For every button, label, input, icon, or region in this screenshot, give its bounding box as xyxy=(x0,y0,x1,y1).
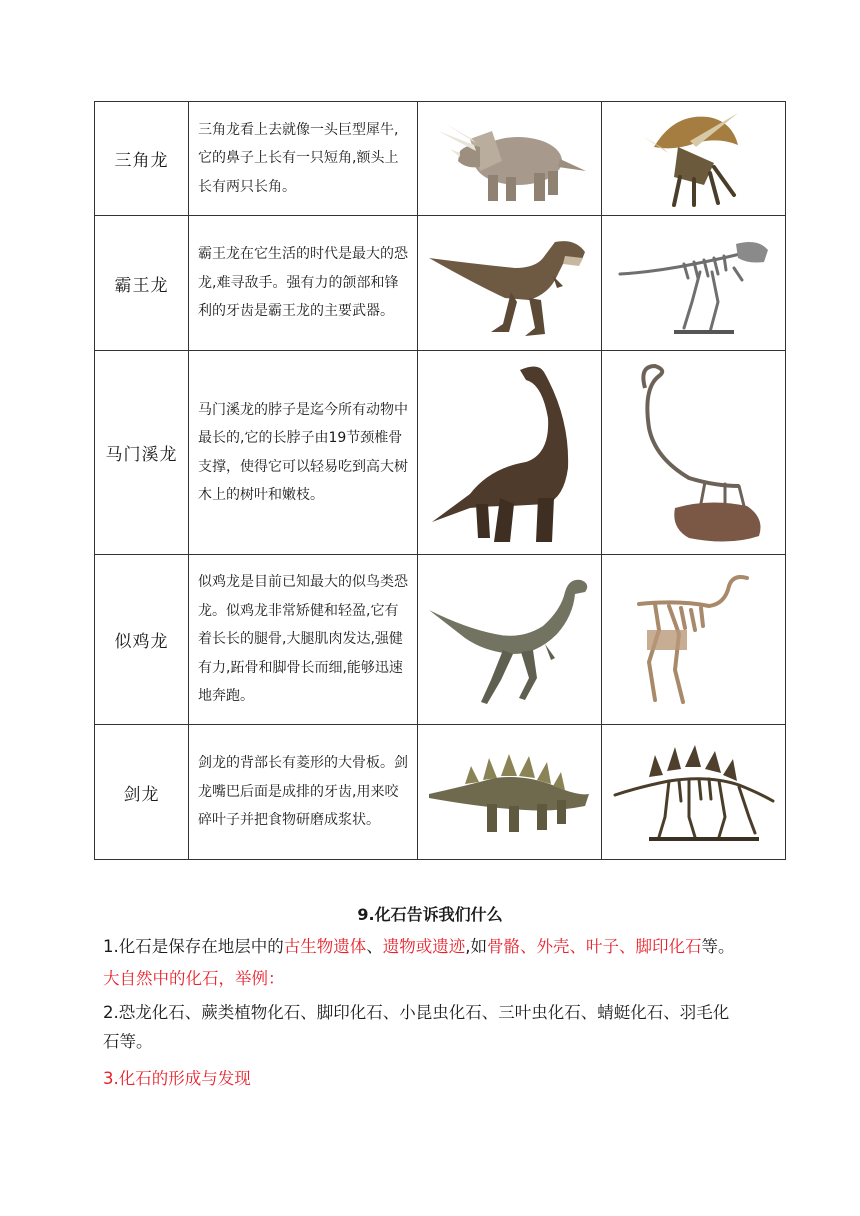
stegosaurus-image xyxy=(418,725,602,860)
fossil-examples-line: 2.恐龙化石、蕨类植物化石、脚印化石、小昆虫化石、三叶虫化石、蜻蜓化石、羽毛化 xyxy=(103,1003,730,1022)
table-row xyxy=(95,351,786,555)
dinosaur-name: 剑龙 xyxy=(95,725,189,860)
dinosaur-description: 马门溪龙的脖子是迄今所有动物中最长的,它的长脖子由19节颈椎骨支撑，使得它可以轻易吃到高大树木上的树叶和嫩枝。 xyxy=(189,351,418,555)
mamenchisaurus-image xyxy=(418,351,602,555)
trex-image xyxy=(418,216,602,351)
fossil-examples-line-cont: 石等。 xyxy=(103,1032,153,1051)
text-segment: ,如 xyxy=(465,937,487,956)
mamenchisaurus-skeleton-image xyxy=(602,351,786,555)
text-segment: 等。 xyxy=(701,937,735,956)
highlight-text: 骨骼、外壳、叶子、脚印化石 xyxy=(487,937,702,956)
dinosaur-description: 三角龙看上去就像一头巨型犀牛,它的鼻子上长有一只短角,额头上长有两只长角。 xyxy=(189,102,418,216)
dinosaur-description: 剑龙的背部长有菱形的大骨板。剑龙嘴巴后面是成排的牙齿,用来咬碎叶子并把食物研磨成浆状。 xyxy=(189,725,418,860)
highlight-text: 遗物或遗迹 xyxy=(382,937,466,956)
formation-heading: 3.化石的形成与发现 xyxy=(103,1069,251,1088)
dinosaur-name: 霸王龙 xyxy=(95,216,189,351)
dinosaur-name: 三角龙 xyxy=(95,102,189,216)
trex-skeleton-image xyxy=(602,216,786,351)
dinosaur-description: 霸王龙在它生活的时代是最大的恐龙,难寻敌手。强有力的颌部和锋利的牙齿是霸王龙的主要武器。 xyxy=(189,216,418,351)
dinosaur-name: 似鸡龙 xyxy=(95,555,189,725)
text-segment: 1.化石是保存在地层中的 xyxy=(103,937,284,956)
examples-heading: 大自然中的化石，举例： xyxy=(103,969,285,988)
gallimimus-image xyxy=(418,555,602,725)
section-title: 9.化石告诉我们什么 xyxy=(357,905,503,924)
dinosaur-description: 似鸡龙是目前已知最大的似鸟类恐龙。似鸡龙非常矫健和轻盈,它有着长长的腿骨,大腿肌肉发达,强健有力,跖骨和脚骨长而细,能够迅速地奔跑。 xyxy=(189,555,418,725)
fossil-definition-line xyxy=(103,932,763,962)
stegosaurus-skeleton-image xyxy=(602,725,786,860)
table-row xyxy=(95,216,786,351)
triceratops-image xyxy=(418,102,602,216)
table-row xyxy=(95,725,786,860)
gallimimus-skeleton-image xyxy=(602,555,786,725)
dinosaur-table xyxy=(94,101,786,860)
text-segment: 、 xyxy=(366,937,383,956)
table-row xyxy=(95,102,786,216)
highlight-text: 古生物遗体 xyxy=(283,937,367,956)
table-row xyxy=(95,555,786,725)
triceratops-skeleton-image xyxy=(602,102,786,216)
dinosaur-name: 马门溪龙 xyxy=(95,351,189,555)
